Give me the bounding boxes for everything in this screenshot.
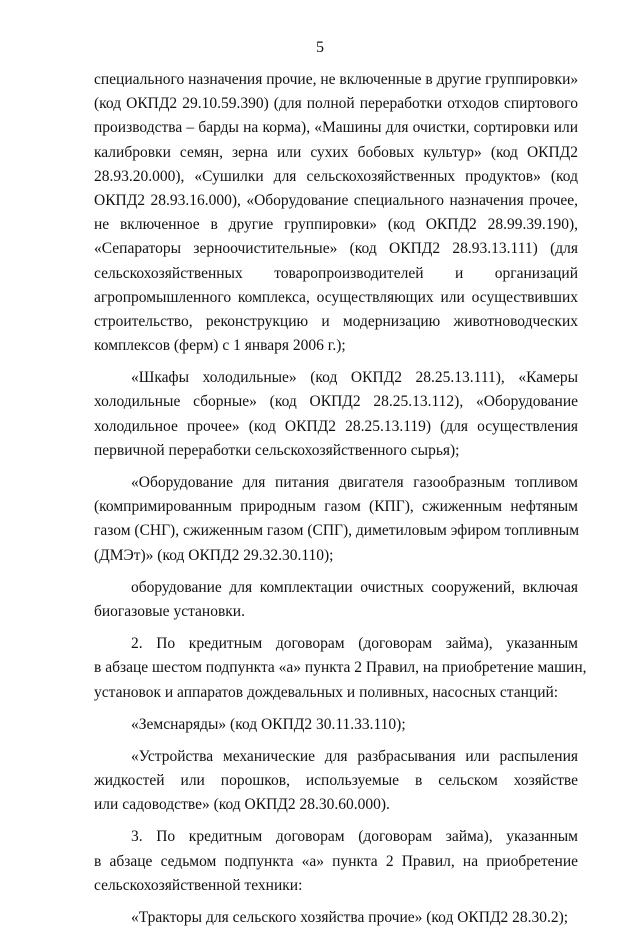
text-line: комплексов (ферм) с 1 января 2006 г.);	[94, 337, 346, 355]
text-line: 3. По кредитным договорам (договорам займа), указанным	[131, 828, 578, 846]
text-line: 28.93.20.000), «Сушилки для сельскохозяйственных продуктов» (код	[94, 167, 578, 185]
paragraph-gap	[94, 737, 578, 745]
text-line: агропромышленного комплекса, осуществляющих или осуществивших	[94, 288, 578, 306]
text-line: производства – барды на корма), «Машины для очистки, сортировки или	[94, 119, 578, 137]
text-line: в абзаце седьмом подпункта «а» пункта 2 Правил, на приобретение	[94, 852, 578, 870]
paragraph-gap	[94, 898, 578, 906]
text-line: холодильные сборные» (код ОКПД2 28.25.13.112), «Оборудование	[94, 393, 578, 411]
paragraph	[94, 576, 578, 624]
text-line: холодильное прочее» (код ОКПД2 28.25.13.119) (для осуществления	[94, 417, 578, 435]
text-line: «Оборудование для питания двигателя газообразным топливом	[131, 474, 578, 491]
paragraph	[94, 906, 578, 930]
text-line: оборудование для комплектации очистных сооружений, включая	[131, 578, 578, 596]
paragraph	[94, 745, 578, 818]
paragraph-gap	[94, 568, 578, 576]
text-line: сельскохозяйственных товаропроизводителей и организаций	[94, 264, 578, 282]
text-line: (ДМЭт)» (код ОКПД2 29.32.30.110);	[94, 546, 334, 564]
paragraph-gap	[94, 817, 578, 825]
text-line: жидкостей или порошков, используемые в сельском хозяйстве	[94, 772, 578, 790]
text-line: первичной переработки сельскохозяйственного сырья);	[94, 441, 460, 459]
text-line: (код ОКПД2 29.10.59.390) (для полной переработки отходов спиртового	[94, 95, 578, 113]
paragraph-gap	[94, 705, 578, 713]
paragraph	[94, 366, 578, 463]
text-line: «Тракторы для сельского хозяйства прочие» (код ОКПД2 28.30.2);	[131, 909, 569, 926]
text-line: 2. По кредитным договорам (договорам займа), указанным	[131, 635, 578, 653]
text-line: «Шкафы холодильные» (код ОКПД2 28.25.13.111), «Камеры	[131, 369, 578, 387]
text-line: «Сепараторы зерноочистительные» (код ОКПД2 28.93.13.111) (для	[94, 240, 578, 258]
paragraph-gap	[94, 463, 578, 471]
text-line: «Устройства механические для разбрасывания или распыления	[131, 747, 578, 765]
paragraph	[94, 471, 578, 568]
text-line: сельскохозяйственной техники:	[94, 876, 303, 894]
text-line: специального назначения прочие, не включенные в другие группировки»	[94, 71, 579, 88]
text-line: ОКПД2 28.93.16.000), «Оборудование специального назначения прочее,	[94, 191, 578, 209]
paragraph	[94, 713, 578, 737]
paragraph	[94, 632, 587, 705]
text-line: установок и аппаратов дождевальных и поливных, насосных станций:	[94, 683, 559, 701]
text-line: в абзаце шестом подпункта «а» пункта 2 Правил, на приобретение машин,	[94, 659, 587, 677]
paragraph	[94, 825, 578, 898]
page-number: 5	[316, 39, 324, 56]
text-line: или садоводстве» (код ОКПД2 28.30.60.000).	[94, 796, 390, 814]
text-line: строительство, реконструкцию и модернизацию животноводческих	[94, 312, 578, 330]
text-line: калибровки семян, зерна или сухих бобовых культур» (код ОКПД2	[94, 143, 578, 161]
document-body	[94, 68, 587, 930]
paragraph	[94, 68, 578, 358]
text-line: «Земснаряды» (код ОКПД2 30.11.33.110);	[131, 715, 406, 733]
text-line: газом (СНГ), сжиженным газом (СПГ), диметиловым эфиром топливным	[94, 522, 580, 540]
text-line: биогазовые установки.	[94, 602, 245, 620]
paragraph-gap	[94, 624, 578, 632]
paragraph-gap	[94, 358, 578, 366]
text-line: (компримированным природным газом (КПГ), сжиженным нефтяным	[94, 498, 578, 516]
text-line: не включенное в другие группировки» (код ОКПД2 28.99.39.190),	[94, 216, 578, 234]
